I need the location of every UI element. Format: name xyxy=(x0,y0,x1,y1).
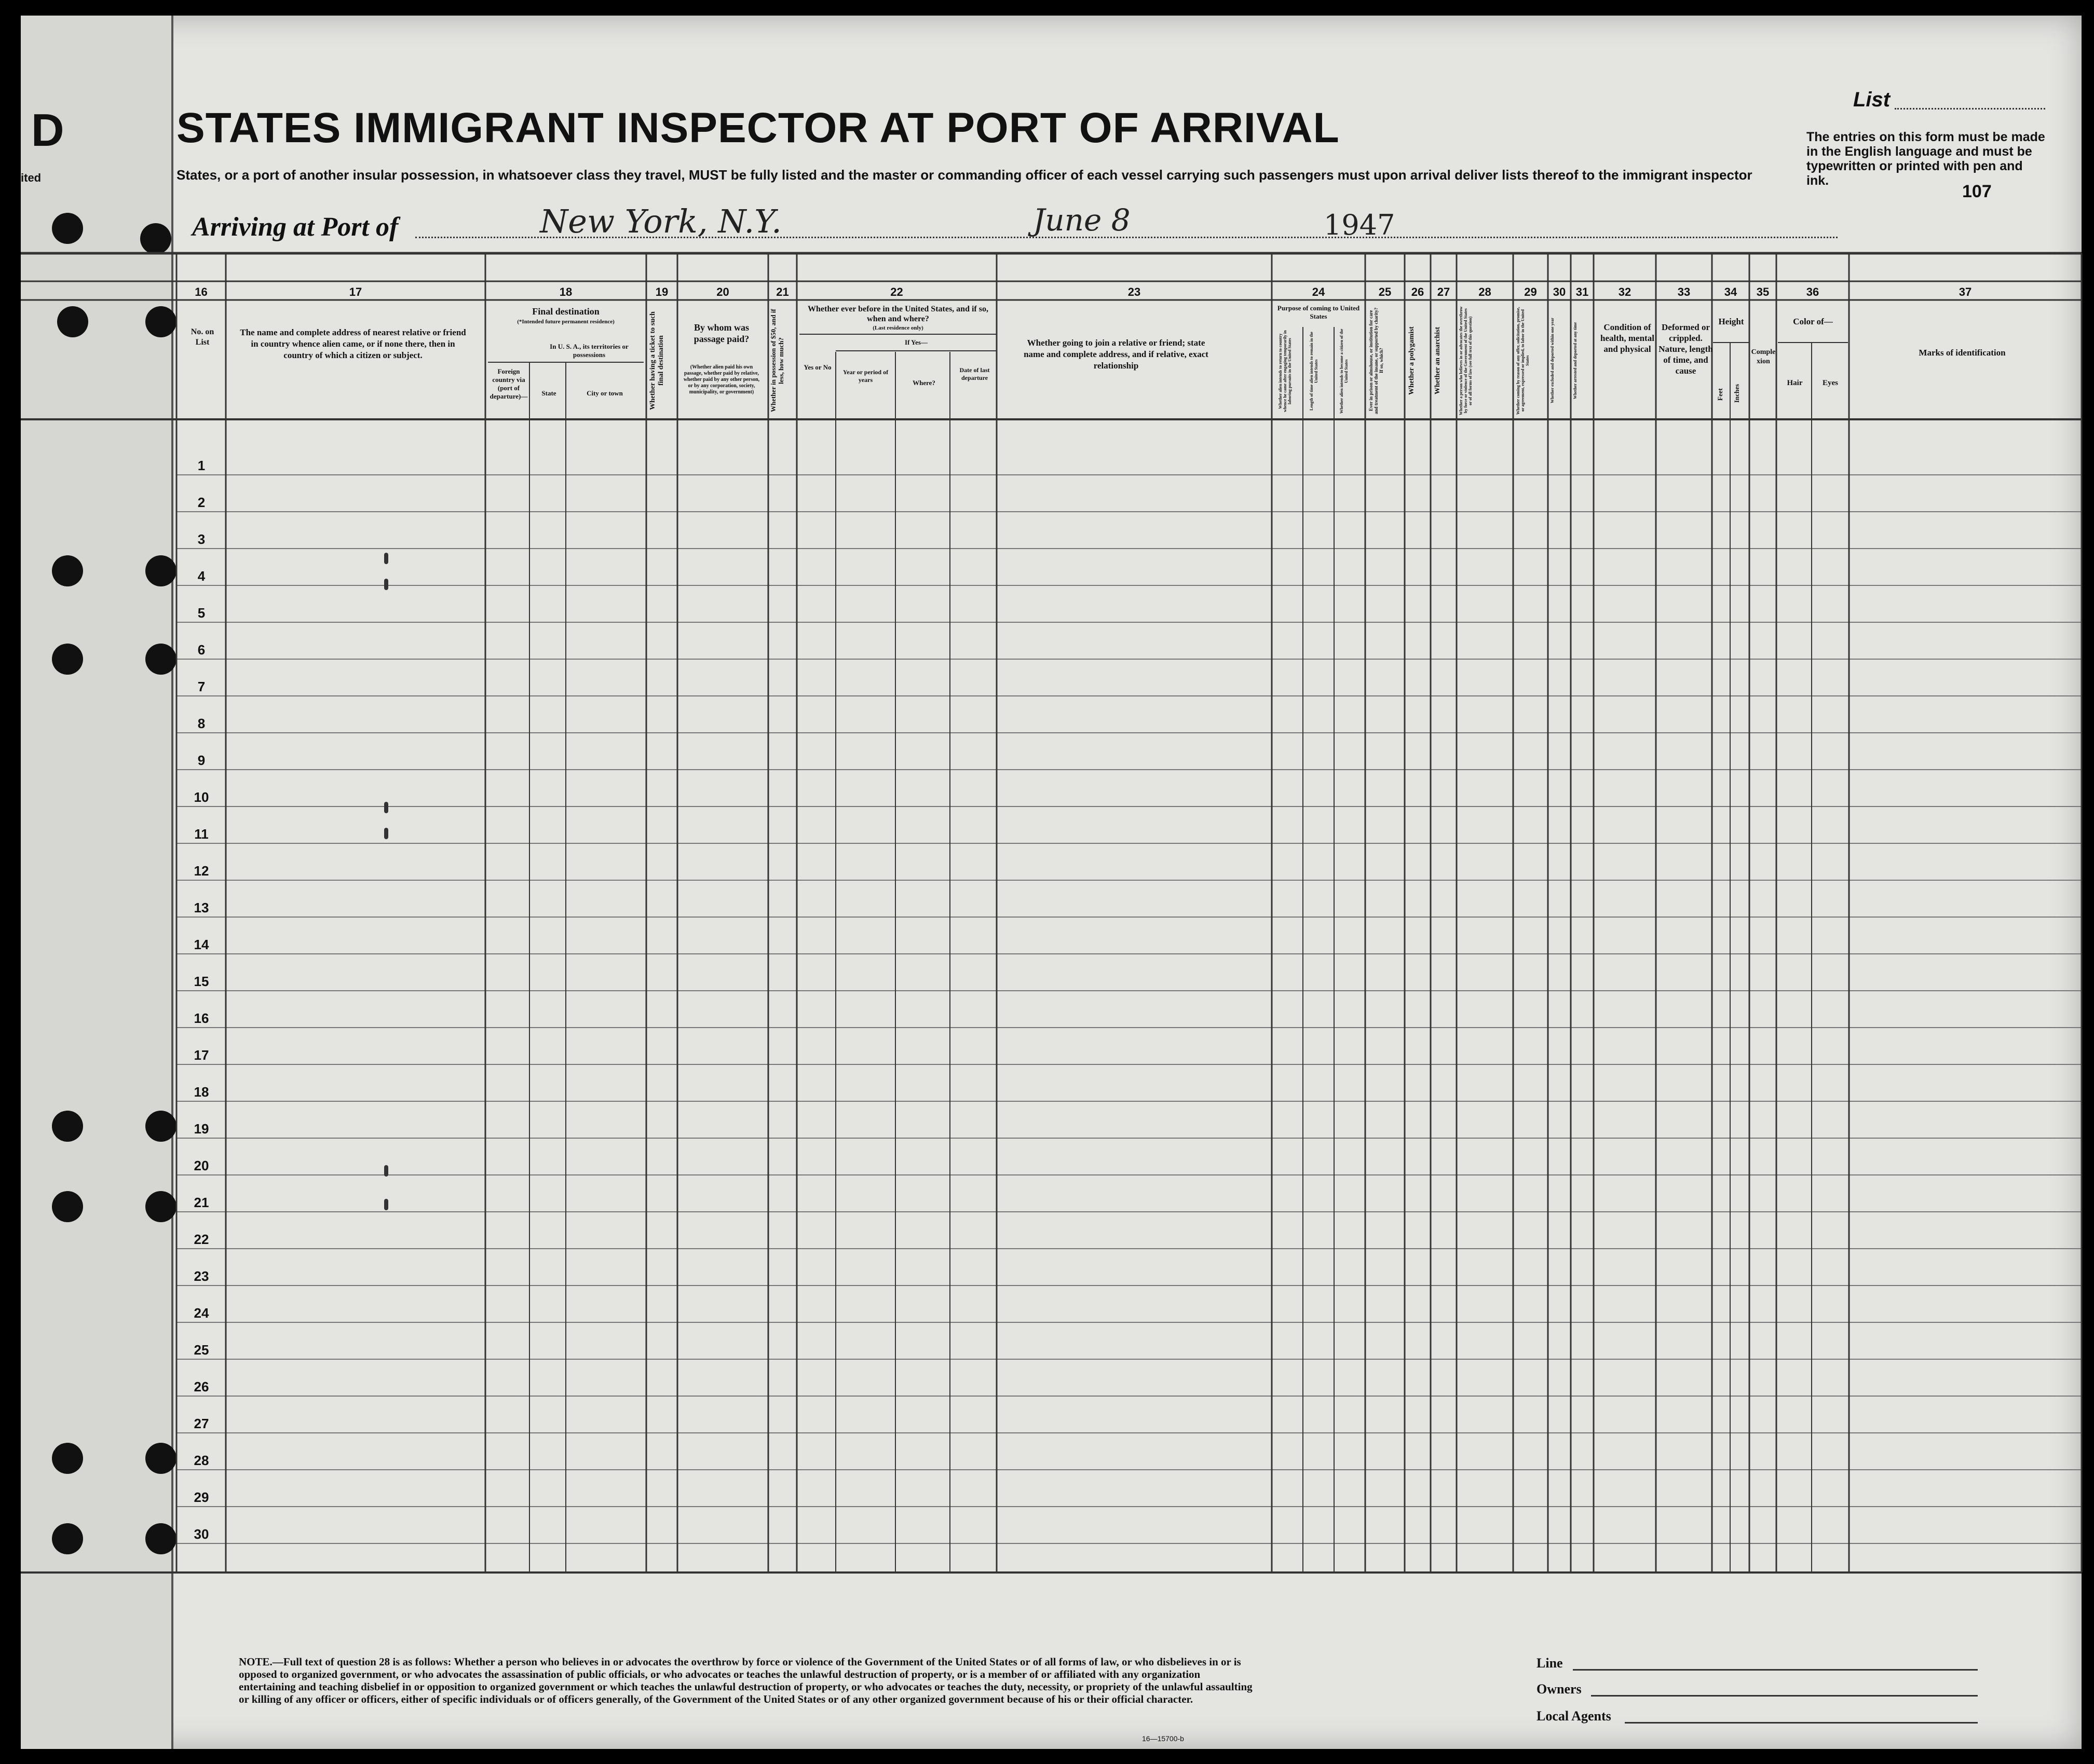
pencil-mark xyxy=(384,1199,388,1210)
row-number: 27 xyxy=(194,1416,209,1431)
col26-header: Whether a polygamist xyxy=(1408,326,1416,395)
col20-subtitle: (Whether alien paid his own passage, whether paid by relative, whether paid by any other person, or by any corporation, society, municipality, or government) xyxy=(683,364,760,395)
arriving-label: Arriving at Port of xyxy=(192,212,399,242)
column-number: 26 xyxy=(1411,285,1424,298)
row-number: 15 xyxy=(194,974,209,989)
row-number: 16 xyxy=(194,1010,209,1026)
col22-year: Year or period of years xyxy=(842,368,889,384)
row-number: 18 xyxy=(194,1084,209,1100)
stub-text: ited xyxy=(21,171,42,184)
local-agents-label: Local Agents xyxy=(1536,1708,1611,1724)
col24-title: Purpose of coming to United States xyxy=(1277,304,1360,320)
col29-header: Whether coming by reason of any offer, solicitation, promise, or agreement, expressed or implied, to labor in the United States xyxy=(1516,307,1530,415)
table-grid xyxy=(21,16,2082,1749)
list-label: List xyxy=(1853,88,1891,111)
col37-header: Marks of identification xyxy=(1919,348,2006,358)
column-number: 31 xyxy=(1575,285,1589,298)
column-number: 16 xyxy=(195,285,208,298)
column-number: 25 xyxy=(1378,285,1392,298)
row-number: 9 xyxy=(197,753,206,768)
row-number: 29 xyxy=(194,1489,209,1505)
column-number: 36 xyxy=(1806,285,1819,298)
local-agents-field xyxy=(1625,1722,1978,1724)
col17-header: The name and complete address of nearest relative or friend in country whence alien came, or if none there, then in country of which a citizen or subject. xyxy=(240,327,466,360)
pencil-mark xyxy=(384,579,388,590)
page-title: STATES IMMIGRANT INSPECTOR AT PORT OF ARRIVAL xyxy=(176,104,1340,152)
column-number: 17 xyxy=(349,285,362,298)
row-number: 1 xyxy=(197,458,206,473)
col20-title: By whom was passage paid? xyxy=(694,322,750,344)
col25-header: Ever in prison or almshouse, or institution for care and treatment of the insane, or supported by charity? If so, which? xyxy=(1368,307,1384,414)
row-number: 23 xyxy=(194,1268,209,1284)
footer-note: NOTE.—Full text of question 28 is as follows: Whether a person who believes in or advocates the overthrow by force or violence of the Government of the United States or of all forms of law, or who disbelieves in or is opposed to organized government, or who advocates the assassination of public officials, or who advocates or teaches the unlawful destruction of property, or is a member of or affiliated with any organization entertaining and teaching disbelief in or opposition to organized government or which teaches the unlawful destruction of property, or who advocates or teaches the duty, necessity, or propriety of the unlawful assaulting or killing of any officer or officers, either of specific individuals or of officers generally, of the Government of the United States or of any other organized government because of his or their official character. xyxy=(239,1656,1253,1705)
instructions-text: The entries on this form must be made in the English language and must be typewritten or printed with pen and ink. xyxy=(1806,130,2045,188)
col18-city: City or town xyxy=(587,389,623,397)
col28-header: Whether a person who believes in or advocates the overthrow by force or violence of the Government of the United States or of all forms of law (see full text of this question) xyxy=(1459,306,1473,415)
col21-header: Whether in possession of $50, and if less, how much? xyxy=(769,309,785,413)
column-number: 33 xyxy=(1677,285,1691,298)
row-number: 7 xyxy=(197,679,206,694)
col32-header: Condition of health, mental and physical xyxy=(1600,322,1654,354)
col30-header: Whether excluded and deported within one year xyxy=(1550,318,1555,404)
page-subtitle: States, or a port of another insular possession, in whatsoever class they travel, MUST be fully listed and the master or commanding officer of each vessel carrying such passengers must upon arrival deliver lists thereof to the immigrant inspector xyxy=(176,167,1752,183)
column-number: 19 xyxy=(655,285,669,298)
col27-header: Whether an anarchist xyxy=(1434,326,1442,395)
col31-header: Whether arrested and deported at any time xyxy=(1573,322,1578,400)
row-number: 26 xyxy=(194,1379,209,1394)
row-number: 14 xyxy=(194,937,209,952)
col34-inches: Inches xyxy=(1733,384,1741,403)
row-number: 8 xyxy=(197,716,206,731)
handwritten-date: June 8 xyxy=(1033,202,1131,238)
owners-label: Owners xyxy=(1536,1681,1582,1697)
row-number: 17 xyxy=(194,1047,209,1063)
pencil-mark xyxy=(384,828,388,839)
col18-state: State xyxy=(541,389,556,397)
col22-date: Date of last departure xyxy=(959,366,990,381)
row-number: 4 xyxy=(197,568,206,584)
row-number: 12 xyxy=(194,863,209,879)
col36-eyes: Eyes xyxy=(1823,379,1838,387)
column-number: 24 xyxy=(1312,285,1325,298)
owners-field xyxy=(1591,1695,1978,1697)
col18-foreign: Foreign country via (port of departure)— xyxy=(489,367,528,400)
column-number: 28 xyxy=(1478,285,1491,298)
column-number: 21 xyxy=(776,285,789,298)
row-number: 5 xyxy=(197,605,206,621)
col24-b: Length of time alien intends to remain in the United States xyxy=(1309,332,1318,411)
row-number: 13 xyxy=(194,900,209,915)
row-number: 22 xyxy=(194,1232,209,1247)
col34-feet: Feet xyxy=(1716,388,1724,401)
col34-title: Height xyxy=(1718,317,1744,326)
column-number: 27 xyxy=(1437,285,1450,298)
row-number: 21 xyxy=(194,1195,209,1210)
col18-subtitle: (*Intended future permanent residence) xyxy=(517,319,615,325)
col22-subtitle: (Last residence only) xyxy=(873,325,923,331)
column-number: 18 xyxy=(559,285,573,298)
column-number: 37 xyxy=(1959,285,1972,298)
col22-title: Whether ever before in the United States, and if so, when and where? xyxy=(808,305,988,323)
col23-header: Whether going to join a relative or friend; state name and complete address, and if relative, exact relationship xyxy=(1024,338,1208,371)
stub-letter: D xyxy=(31,104,64,156)
pencil-mark xyxy=(384,802,388,813)
col18-usa: In U. S. A., its territories or possessions xyxy=(550,343,629,359)
col36-title: Color of— xyxy=(1793,317,1833,326)
form-number: 16—15700-b xyxy=(1142,1734,1184,1743)
col36-hair: Hair xyxy=(1787,379,1803,387)
row-number: 25 xyxy=(194,1342,209,1358)
col24-c: Whether alien intends to become a citizen of the United States xyxy=(1339,329,1349,414)
row-number: 30 xyxy=(194,1526,209,1542)
handwritten-port: New York, N.Y. xyxy=(540,202,782,240)
line-field xyxy=(1573,1669,1978,1671)
row-number: 11 xyxy=(194,826,209,842)
col22-ifyes: If Yes— xyxy=(905,338,928,346)
col22-yesno: Yes or No xyxy=(804,363,832,371)
col16-header: No. on List xyxy=(191,327,214,347)
column-number: 30 xyxy=(1553,285,1566,298)
column-number: 22 xyxy=(890,285,903,298)
column-number: 35 xyxy=(1756,285,1770,298)
row-number: 6 xyxy=(197,642,206,658)
col33-header: Deformed or crippled. Nature, length of time, and cause xyxy=(1658,322,1713,376)
row-number: 10 xyxy=(194,789,209,805)
pencil-mark xyxy=(384,1165,388,1177)
column-number: 29 xyxy=(1524,285,1537,298)
column-number: 32 xyxy=(1618,285,1631,298)
year-suffix: 47 xyxy=(1359,209,1395,241)
column-number: 34 xyxy=(1724,285,1737,298)
row-number: 28 xyxy=(194,1453,209,1468)
column-number: 23 xyxy=(1127,285,1141,298)
col35-header: Complexion xyxy=(1751,348,1776,365)
row-number: 20 xyxy=(194,1158,209,1173)
manifest-page xyxy=(21,16,2082,1749)
col18-title: Final destination xyxy=(532,306,600,317)
year-prefix: 19 xyxy=(1324,209,1359,241)
col24-a: Whether alien intends to return to country whence he came after engaging temporarily in laboring pursuits in the United States xyxy=(1278,330,1292,412)
row-number: 19 xyxy=(194,1121,209,1137)
column-number: 20 xyxy=(716,285,729,298)
row-number: 3 xyxy=(197,531,206,547)
row-number: 24 xyxy=(194,1305,209,1321)
col22-where: Where? xyxy=(913,379,935,387)
col19-header: Whether having a ticket to such final destination xyxy=(649,311,665,410)
row-number: 2 xyxy=(197,495,206,510)
pencil-mark xyxy=(384,553,388,564)
line-label: Line xyxy=(1536,1656,1563,1671)
stamp-number: 107 xyxy=(1962,182,1992,201)
